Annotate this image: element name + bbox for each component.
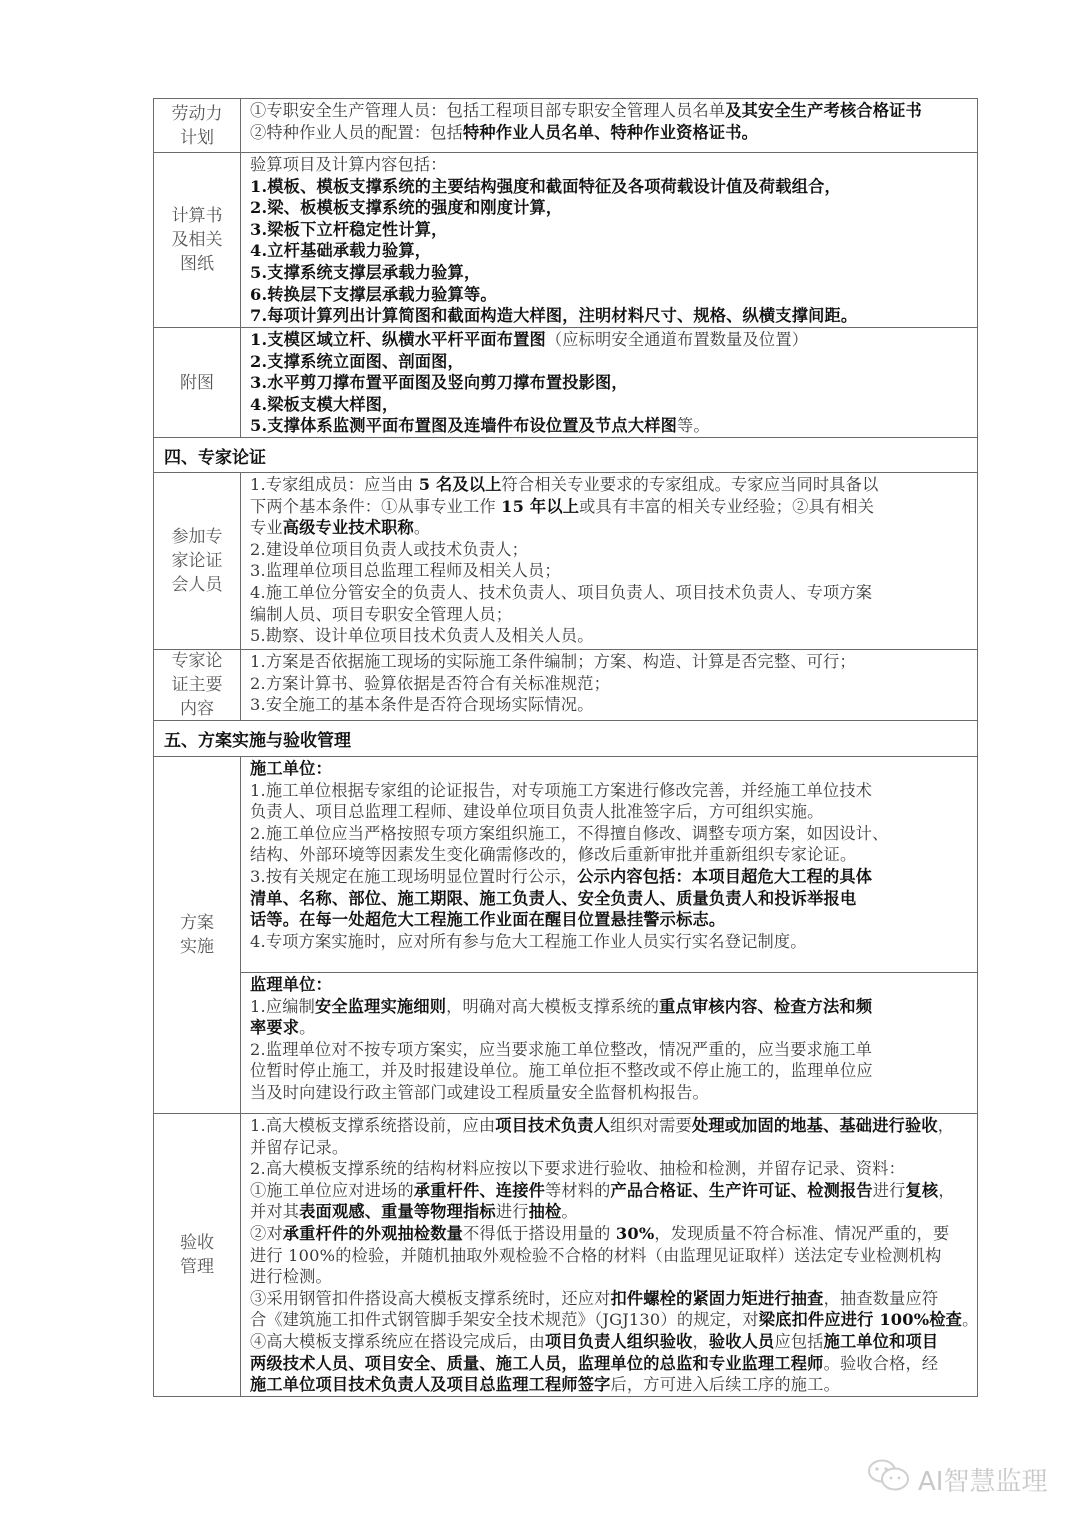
watermark xyxy=(866,1458,1047,1501)
row-label: 参加专家论证会人员 xyxy=(154,473,241,649)
text-line: 4.施工单位分管安全的负责人、技术负责人、项目负责人、项目技术负责人、专项方案 xyxy=(250,582,873,602)
row-content xyxy=(241,473,977,649)
text-line: 进行检测。 xyxy=(250,1267,332,1287)
text-line: 下两个基本条件：①从事专业工作 15 年以上或具有丰富的相关专业经验；②具有相关 xyxy=(250,496,875,516)
text-line: 2.施工单位应当严格按照专项方案组织施工，不得擅自修改、调整专项方案，如因设计、 xyxy=(250,823,889,843)
text-line: 1.模板、模板支撑系统的主要结构强度和截面特征及各项荷载设计值及荷载组合， xyxy=(250,176,841,196)
row-implementation xyxy=(154,756,977,1113)
implementation-split xyxy=(241,757,977,1113)
text-line: 并对其表面观感、重量等物理指标进行抽检。 xyxy=(250,1202,578,1222)
wechat-icon xyxy=(866,1458,918,1501)
text-line: ①施工单位应对进场的承重杆件、连接件等材料的产品合格证、生产许可证、检测报告进行复核， xyxy=(250,1180,955,1200)
supervision-unit-cell xyxy=(241,972,977,1113)
row-label: 劳动力计划 xyxy=(154,99,241,152)
watermark-text: AI智慧监理 xyxy=(918,1467,1048,1497)
text-line: 1.高大模板支撑系统搭设前，应由项目技术负责人组织对需要处理或加固的地基、基础进行验收， xyxy=(250,1116,955,1135)
text-line: 1.支模区域立杆、纵横水平杆平面布置图（应标明安全通道布置数量及位置） xyxy=(250,330,809,349)
construction-unit-cell xyxy=(241,757,977,972)
text-line: 话等。在每一处超危大工程施工作业面在醒目位置悬挂警示标志。 xyxy=(250,910,726,930)
text-line: 1.方案是否依据施工现场的实际施工条件编制；方案、构造、计算是否完整、可行； xyxy=(250,652,856,671)
text-line: 监理单位： xyxy=(250,975,332,994)
text-line: 专业高级专业技术职称。 xyxy=(250,518,431,538)
text-line: 2.梁、板模板支撑系统的强度和刚度计算， xyxy=(250,198,563,218)
text-line: 率要求。 xyxy=(250,1018,316,1038)
text-line: 6.转换层下支撑层承载力验算等。 xyxy=(250,284,497,304)
row-attachments xyxy=(154,327,977,437)
text-line: 5.支撑体系监测平面布置图及连墙件布设位置及节点大样图等。 xyxy=(250,416,710,436)
text-line: ①专职安全生产管理人员：包括工程项目部专职安全管理人员名单及其安全生产考核合格证书 xyxy=(250,101,922,120)
text-line: 7.每项计算列出计算简图和截面构造大样图，注明材料尺寸、规格、纵横支撑间距。 xyxy=(250,306,858,326)
row-label: 验收管理 xyxy=(154,1114,241,1396)
text-line: 位暂时停止施工，并及时报建设单位。施工单位拒不整改或不停止施工的，监理单位应 xyxy=(250,1061,873,1081)
text-line: 2.支撑系统立面图、剖面图， xyxy=(250,351,464,371)
row-label: 方案实施 xyxy=(154,757,241,1113)
text-line: 3.水平剪刀撑布置平面图及竖向剪刀撑布置投影图， xyxy=(250,373,628,393)
row-labor-plan xyxy=(154,99,977,152)
row-content xyxy=(241,650,977,720)
text-line: 编制人员、项目专职安全管理人员； xyxy=(250,604,513,624)
text-line: 2.高大模板支撑系统的结构材料应按以下要求进行验收、抽检和检测，并留存记录、资料： xyxy=(250,1159,905,1179)
section-heading-5: 五、方案实施与验收管理 xyxy=(154,720,977,756)
text-line: 5.支撑系统支撑层承载力验算， xyxy=(250,262,481,282)
row-content xyxy=(241,1114,984,1396)
text-line: 结构、外部环境等因素发生变化确需修改的，修改后重新审批并重新组织专家论证。 xyxy=(250,845,857,865)
row-label: 计算书及相关图纸 xyxy=(154,153,241,327)
row-content xyxy=(241,99,977,152)
text-line: 4.立杆基础承载力验算， xyxy=(250,241,432,261)
text-line: 合《建筑施工扣件式钢管脚手架安全技术规范》（JGJ130）的规定，对梁底扣件应进行 100%检查。 xyxy=(250,1310,979,1330)
text-line: 验算项目及计算内容包括： xyxy=(250,155,447,174)
row-acceptance xyxy=(154,1113,977,1396)
row-expert-content xyxy=(154,649,977,720)
text-line: 2.建设单位项目负责人或技术负责人； xyxy=(250,539,529,559)
text-line: 3.安全施工的基本条件是否符合现场实际情况。 xyxy=(250,695,594,715)
text-line: 两级技术人员、项目安全、质量、施工人员，监理单位的总监和专业监理工程师。验收合格，经 xyxy=(250,1353,939,1373)
text-line: 3.按有关规定在施工现场明显位置时行公示，公示内容包括：本项目超危大工程的具体 xyxy=(250,866,873,886)
text-line: 2.监理单位对不按专项方案实，应当要求施工单位整改，情况严重的，应当要求施工单 xyxy=(250,1039,873,1059)
row-label: 附图 xyxy=(154,328,241,437)
document-table xyxy=(153,98,978,1397)
text-line: 3.梁板下立杆稳定性计算， xyxy=(250,219,448,239)
text-line: 清单、名称、部位、施工期限、施工负责人、安全负责人、质量负责人和投诉举报电 xyxy=(250,888,857,908)
text-line: 施工单位项目技术负责人及项目总监理工程师签字后，方可进入后续工序的施工。 xyxy=(250,1375,840,1395)
text-line: ②特种作业人员的配置：包括特种作业人员名单、特种作业资格证书。 xyxy=(250,122,759,142)
text-line: 施工单位： xyxy=(250,759,332,778)
row-content xyxy=(241,328,977,437)
text-line: 1.专家组成员：应当由 5 名及以上符合相关专业要求的专家组成。专家应当同时具备以 xyxy=(250,475,879,494)
text-line: 3.监理单位项目总监理工程师及相关人员； xyxy=(250,561,561,581)
section-heading-4: 四、专家论证 xyxy=(154,437,977,472)
text-line: 4.梁板支模大样图， xyxy=(250,394,399,414)
row-expert-members xyxy=(154,472,977,649)
text-line: 1.施工单位根据专家组的论证报告，对专项施工方案进行修改完善，并经施工单位技术 xyxy=(250,780,873,800)
text-line: ④高大模板支撑系统应在搭设完成后，由项目负责人组织验收，验收人员应包括施工单位和项目 xyxy=(250,1331,939,1351)
text-line: 当及时向建设行政主管部门或建设工程质量安全监督机构报告。 xyxy=(250,1082,709,1102)
row-content xyxy=(241,153,977,327)
text-line: 进行 100%的检验，并随机抽取外观检验不合格的材料（由监理见证取样）送法定专业检测机构 xyxy=(250,1245,942,1265)
text-line: 负责人、项目总监理工程师、建设单位项目负责人批准签字后，方可组织实施。 xyxy=(250,802,824,822)
text-line: ②对承重杆件的外观抽检数量不得低于搭设用量的 30%，发现质量不符合标准、情况严重的，要 xyxy=(250,1223,950,1243)
text-line: 4.专项方案实施时，应对所有参与危大工程施工作业人员实行实名登记制度。 xyxy=(250,931,807,951)
row-label: 专家论证主要内容 xyxy=(154,650,241,720)
text-line: 5.勘察、设计单位项目技术负责人及相关人员。 xyxy=(250,626,594,646)
text-line: 并留存记录。 xyxy=(250,1137,349,1157)
text-line: 2.方案计算书、验算依据是否符合有关标准规范； xyxy=(250,673,610,693)
row-calc-book xyxy=(154,152,977,327)
text-line: ③采用钢管扣件搭设高大模板支撑系统时，还应对扣件螺栓的紧固力矩进行抽查，抽查数量应符 xyxy=(250,1288,939,1308)
text-line: 1.应编制安全监理实施细则，明确对高大模板支撑系统的重点审核内容、检查方法和频 xyxy=(250,996,873,1016)
